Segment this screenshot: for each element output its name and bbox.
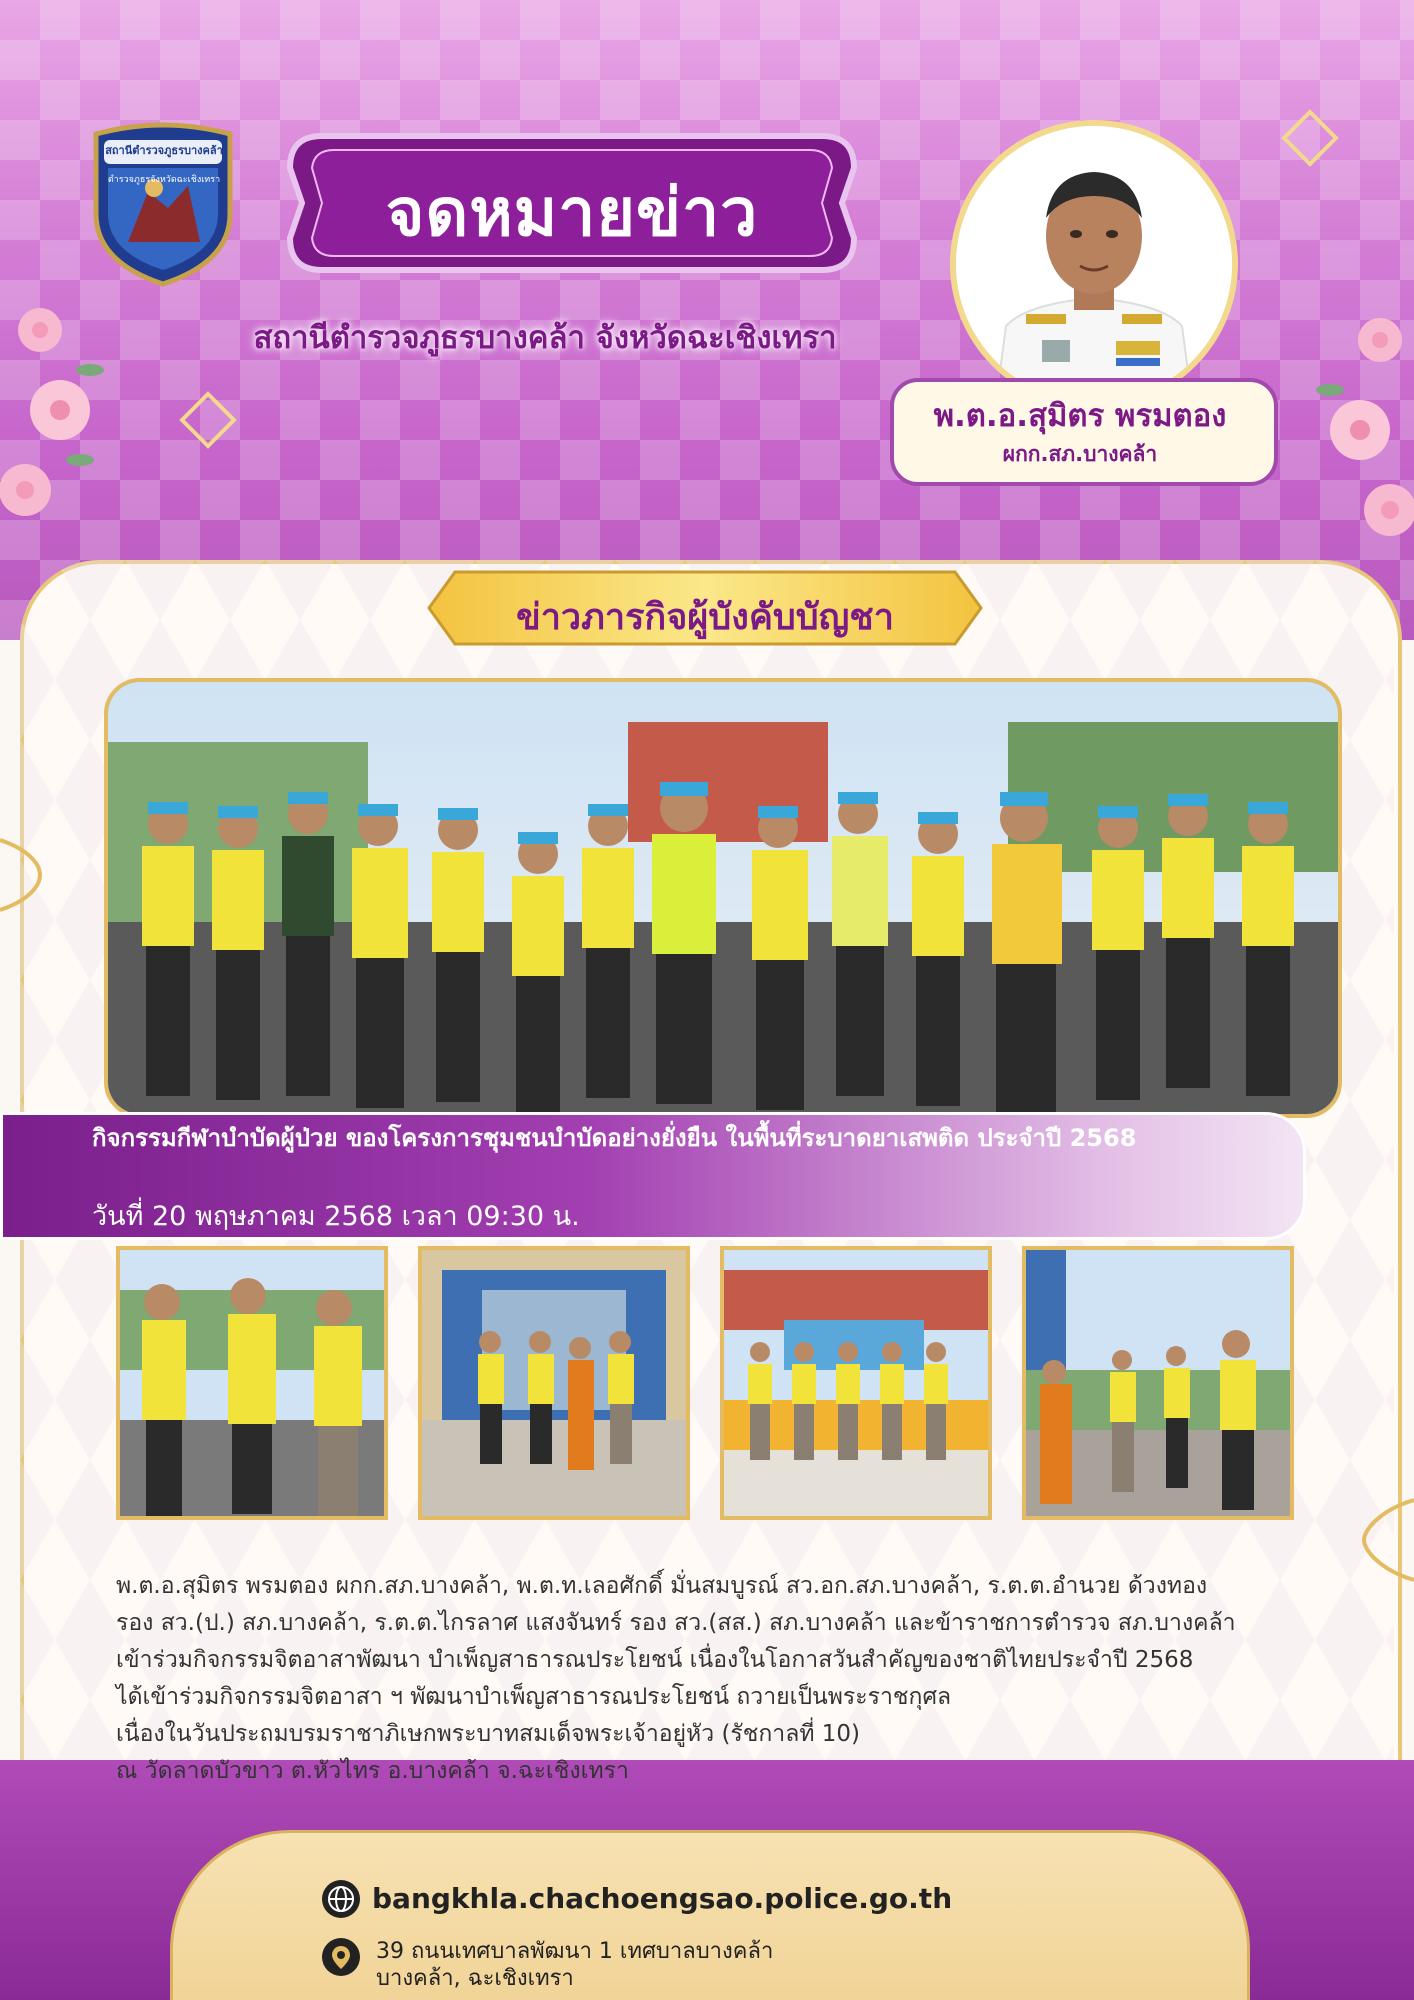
logo-text: สถานีตำรวจภูธรบางคล้า <box>105 144 223 157</box>
flower-decoration-right <box>1310 300 1414 600</box>
main-activity-photo <box>104 678 1342 1118</box>
address <box>376 1938 773 1992</box>
commander-name: พ.ต.อ.สุมิตร พรมตอง <box>933 398 1227 434</box>
news-body-line: ได้เข้าร่วมกิจกรรมจิตอาสา ฯ พัฒนาบำเพ็ญสาธารณประโยชน์ ถวายเป็นพระราชกุศล <box>116 1684 952 1710</box>
commander-portrait <box>950 120 1238 408</box>
section-title: ข่าวภารกิจผู้บังคับบัญชา <box>516 597 894 638</box>
location-pin-icon <box>322 1938 360 1976</box>
activity-title: กิจกรรมกีฬาบำบัดผู้ป่วย ของโครงการชุมชนบำบัดอย่างยั่งยืน ในพื้นที่ระบาดยาเสพติด ประจำปี 2568 <box>92 1124 1137 1152</box>
news-body-line: ณ วัดลาดบัวขาว ต.หัวไทร อ.บางคล้า จ.ฉะเชิงเทรา <box>116 1758 629 1784</box>
activity-photo-thumbnail <box>1022 1246 1294 1520</box>
news-body-line: เข้าร่วมกิจกรรมจิตอาสาพัฒนา บำเพ็ญสาธารณประโยชน์ เนื่องในโอกาสวันสำคัญของชาติไทยประจำปี 2568 <box>116 1647 1194 1673</box>
news-body-line: เนื่องในวันประถมบรมราชาภิเษกพระบาทสมเด็จพระเจ้าอยู่หัว (รัชกาลที่ 10) <box>116 1721 861 1747</box>
address-line: บางคล้า, ฉะเชิงเทรา <box>376 1966 574 1991</box>
news-body-line: รอง สว.(ป.) สภ.บางคล้า, ร.ต.ต.ไกรลาศ แสงจันทร์ รอง สว.(สส.) สภ.บางคล้า และข้าราชการตำรวจ สภ.บางคล้า <box>116 1610 1236 1636</box>
news-body <box>116 1568 1336 1790</box>
website-link[interactable]: bangkhla.chachoengsao.police.go.th <box>372 1882 953 1915</box>
ornament-icon <box>0 830 46 920</box>
station-name: สถานีตำรวจภูธรบางคล้า จังหวัดฉะเชิงเทรา <box>253 320 837 356</box>
activity-photo-thumbnail <box>720 1246 992 1520</box>
address-line: 39 ถนนเทศบาลพัฒนา 1 เทศบาลบางคล้า <box>376 1939 774 1964</box>
commander-position: ผกก.สภ.บางคล้า <box>1002 442 1158 466</box>
activity-photo-thumbnail <box>418 1246 690 1520</box>
newsletter-title: จดหมายข่าว <box>385 174 759 251</box>
activity-date: วันที่ 20 พฤษภาคม 2568 เวลา 09:30 น. <box>92 1201 580 1232</box>
globe-icon <box>322 1880 360 1918</box>
news-body-line: พ.ต.อ.สุมิตร พรมตอง ผกก.สภ.บางคล้า, พ.ต.ท.เลอศักดิ์ มั่นสมบูรณ์ สว.อก.สภ.บางคล้า, ร.ต.ต.อำนวย ด้วงทอง <box>116 1573 1208 1599</box>
ornament-icon <box>1350 1490 1414 1590</box>
ornament-icon <box>178 390 238 450</box>
ornament-icon <box>1280 108 1340 168</box>
flower-decoration-left <box>0 290 110 590</box>
activity-photo-thumbnail <box>116 1246 388 1520</box>
logo-subtext: ตำรวจภูธรจังหวัดฉะเชิงเทรา <box>107 175 221 185</box>
